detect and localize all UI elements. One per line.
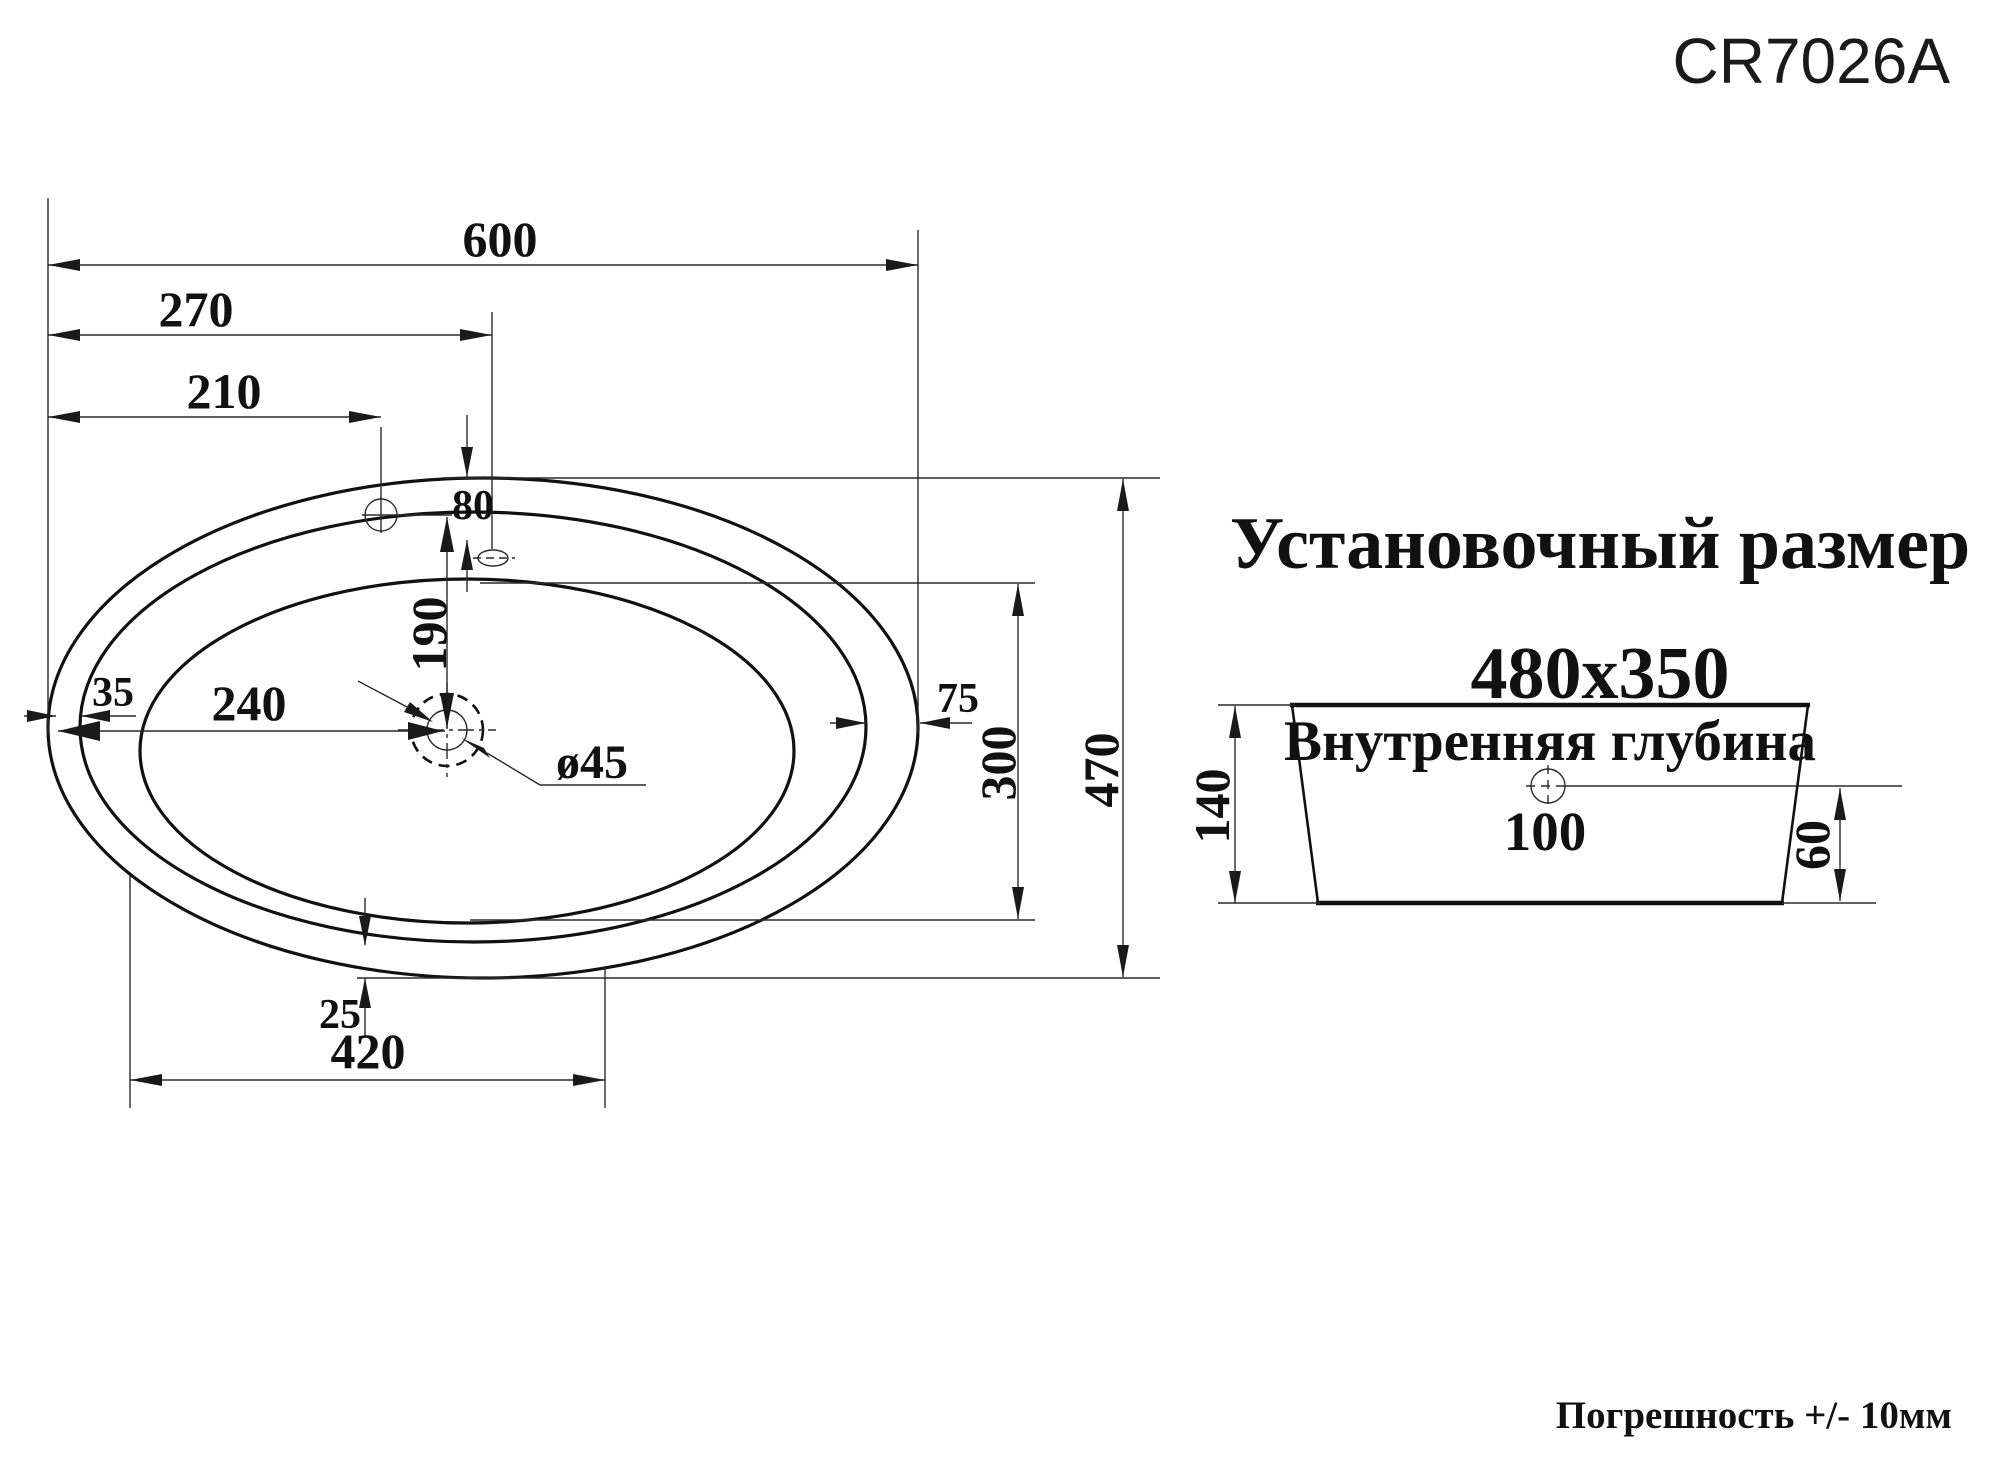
dim-420-label: 420 — [330, 1023, 406, 1079]
arrow-down-right-icon — [404, 702, 433, 722]
arrow-left-icon — [48, 329, 80, 341]
dim-600-label: 600 — [462, 211, 538, 267]
tolerance-note: Погрешность +/- 10мм — [1555, 1394, 1952, 1437]
model-number: CR7026A — [1672, 25, 1950, 97]
side-view — [1184, 705, 1902, 903]
arrow-left-icon — [48, 259, 80, 271]
arrow-right-icon — [836, 717, 866, 729]
dim-470-label: 470 — [1073, 732, 1129, 808]
dim-270-label: 270 — [158, 281, 234, 337]
dim-100-label: 100 — [1503, 801, 1587, 862]
dim-210-label: 210 — [186, 363, 262, 419]
middle-rim-ellipse — [80, 512, 866, 942]
arrow-right-icon — [27, 710, 56, 722]
dim-60-label: 60 — [1784, 820, 1840, 870]
arrow-up-left-icon — [461, 738, 490, 758]
inner-basin-ellipse — [140, 579, 794, 923]
dim-75-label: 75 — [937, 676, 979, 722]
dim-35-label: 35 — [92, 670, 134, 716]
dim-190-label: 190 — [401, 596, 457, 672]
dim-drain-label: ø45 — [556, 736, 628, 789]
arrow-right-icon — [460, 329, 492, 341]
dim-140-label: 140 — [1184, 768, 1240, 844]
arrow-left-icon — [48, 411, 80, 423]
dim-300-label: 300 — [970, 725, 1026, 801]
arrow-down-icon — [1229, 871, 1241, 903]
arrow-down-icon — [1012, 887, 1024, 919]
side-view-title: Внутренняя глубина — [1283, 710, 1817, 773]
arrow-down-icon — [1117, 945, 1129, 977]
drain-leader-lower — [487, 753, 540, 785]
installation-size-value: 480x350 — [1470, 633, 1730, 715]
arrow-down-icon — [461, 447, 473, 477]
arrow-up-icon — [1117, 479, 1129, 511]
arrow-right-icon — [886, 259, 918, 271]
arrow-up-icon — [1012, 584, 1024, 616]
arrow-up-icon — [461, 540, 473, 570]
installation-size-title: Установочный размер — [1229, 503, 1971, 585]
arrow-up-icon — [1229, 706, 1241, 738]
arrow-down-icon — [359, 916, 371, 946]
dim-25-label: 25 — [319, 992, 361, 1038]
dim-80-label: 80 — [452, 483, 494, 529]
arrow-right-icon — [573, 1074, 605, 1086]
dim-240-label: 240 — [211, 675, 287, 731]
arrow-up-icon — [1834, 788, 1846, 820]
arrow-right-icon — [408, 722, 443, 740]
arrow-down-icon — [1834, 869, 1846, 901]
drain-leader-upper — [358, 681, 407, 707]
top-view — [24, 198, 1160, 1108]
arrow-left-icon — [130, 1074, 162, 1086]
arrow-right-icon — [349, 411, 381, 423]
installation-size-block — [1230, 503, 1970, 715]
